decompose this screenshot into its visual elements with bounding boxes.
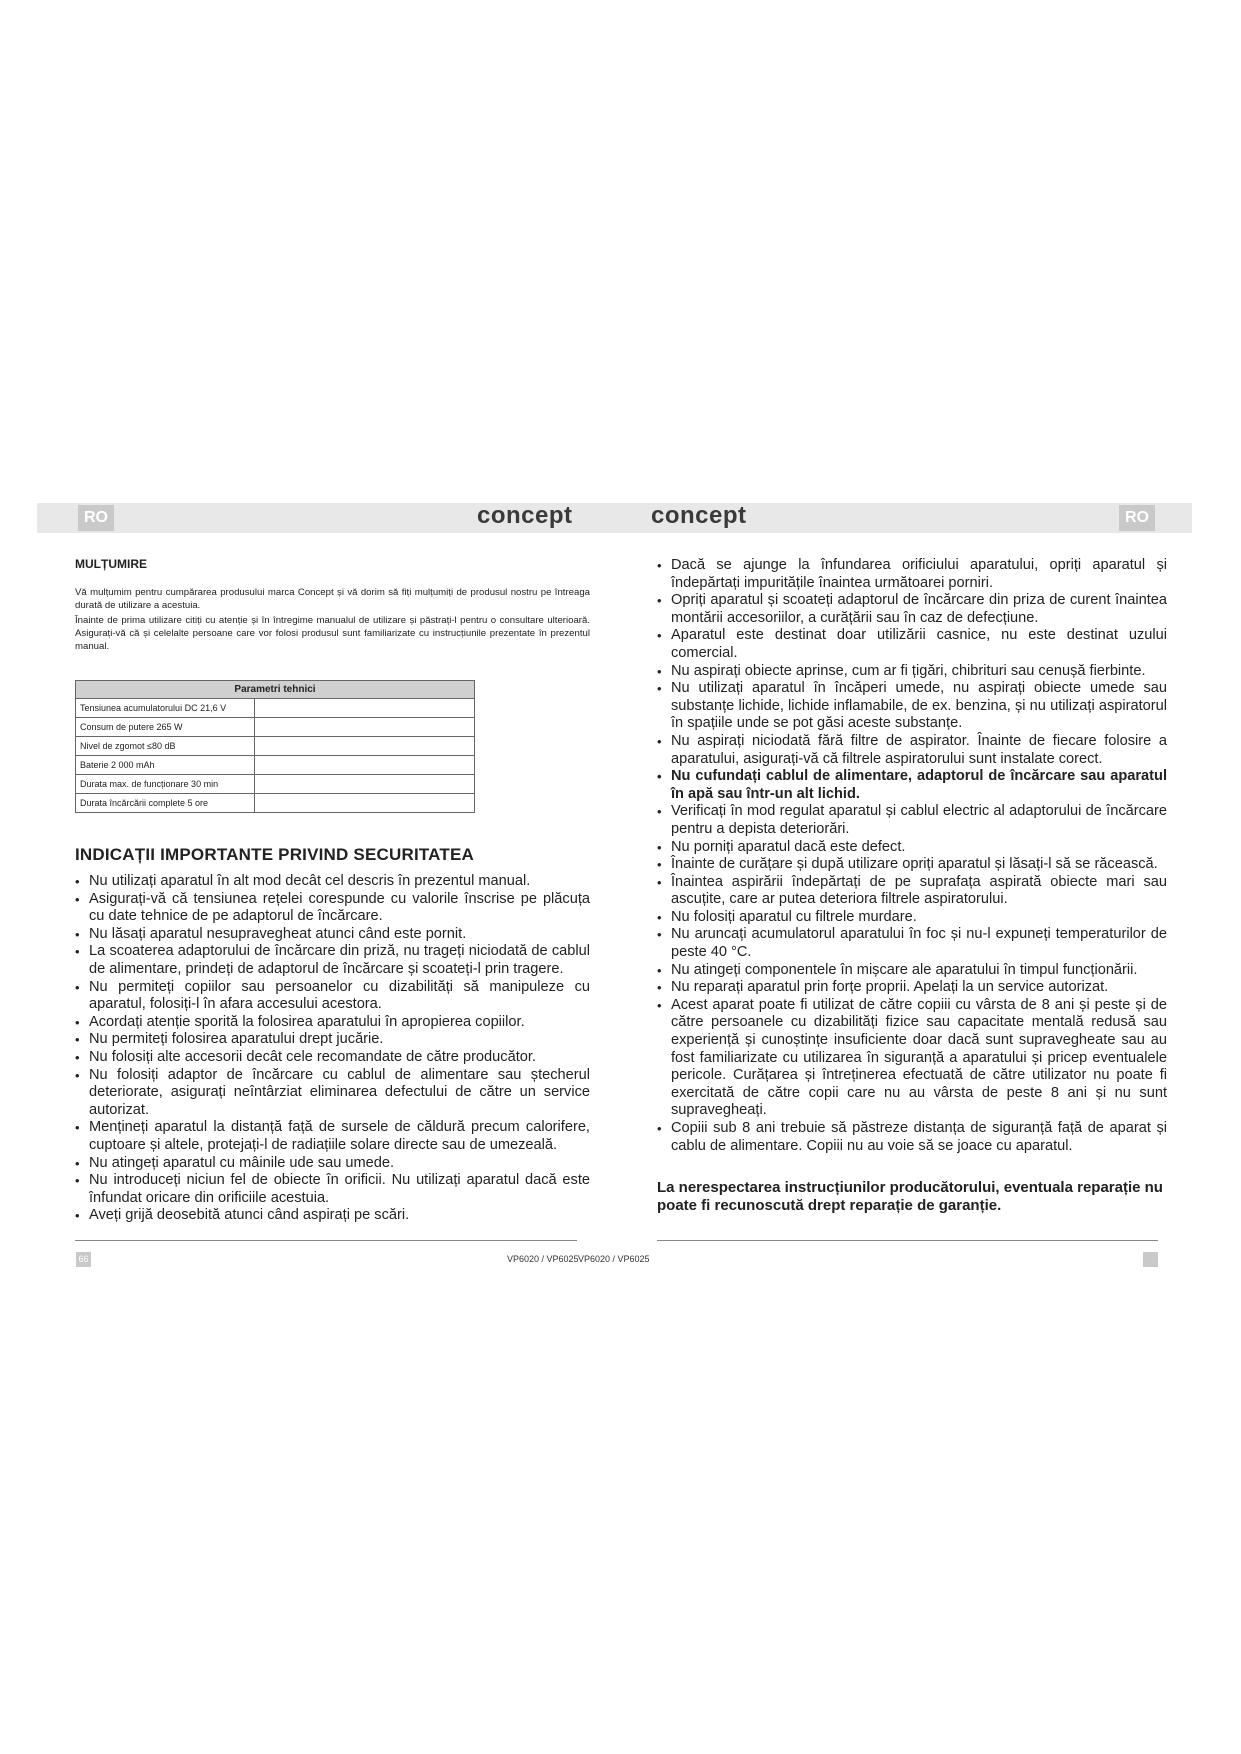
list-item: • Copiii sub 8 ani trebuie să păstreze distanța de siguranță față de aparat și cablu de alimentare. Copiii nu au voie să se joace cu aparatul. bbox=[657, 1120, 1167, 1155]
list-item: • Opriți aparatul și scoateți adaptorul de încărcare din priza de curent înaintea montării accesoriilor, a curățării sau în caz de defecțiune. bbox=[657, 592, 1167, 627]
table-cell: Durata încărcării complete 5 ore bbox=[76, 794, 255, 813]
list-item: • Înainte de curățare și după utilizare opriți aparatul și lăsați-l să se răcească. bbox=[657, 856, 1167, 874]
list-item: • Nu introduceți niciun fel de obiecte în orificii. Nu utilizați aparatul dacă este înfundat oricare din orificiile acestuia. bbox=[75, 1172, 590, 1207]
list-item: • Nu folosiți aparatul cu filtrele murdare. bbox=[657, 909, 1167, 927]
list-item: • Dacă se ajunge la înfundarea orificiului aparatului, opriți aparatul și îndepărtați impuritățile înaintea următoarei porniri. bbox=[657, 557, 1167, 592]
list-item: • Nu atingeți aparatul cu mâinile ude sau umede. bbox=[75, 1155, 590, 1173]
list-item: • Mențineți aparatul la distanță față de sursele de căldură precum calorifere, cuptoare și altele, protejați-l de radiațiile solare directe sau de umezeală. bbox=[75, 1119, 590, 1154]
list-item: • Verificați în mod regulat aparatul și cablul electric al adaptorului de încărcare pentru a depista deteriorări. bbox=[657, 803, 1167, 838]
language-badge-right: RO bbox=[1119, 505, 1155, 531]
list-item: • Nu lăsați aparatul nesupravegheat atunci când este pornit. bbox=[75, 926, 590, 944]
table-row bbox=[76, 775, 475, 794]
table-cell: Durata max. de funcționare 30 min bbox=[76, 775, 255, 794]
brand-logo-left: concept bbox=[477, 502, 573, 529]
table-cell: Consum de putere 265 W bbox=[76, 718, 255, 737]
list-item: • Nu permiteți copiilor sau persoanelor cu dizabilități să manipuleze cu aparatul, folosiți-l în afara accesului acestora. bbox=[75, 979, 590, 1014]
table-cell-empty bbox=[255, 737, 475, 756]
model-numbers-left: VP6020 / VP6025 bbox=[507, 1254, 579, 1264]
table-cell: Nivel de zgomot ≤80 dB bbox=[76, 737, 255, 756]
technical-parameters-table bbox=[75, 680, 475, 813]
page-number: 66 bbox=[76, 1252, 91, 1267]
list-item: • Nu atingeți componentele în mișcare ale aparatului în timpul funcționării. bbox=[657, 962, 1167, 980]
table-cell-empty bbox=[255, 699, 475, 718]
warranty-warning: La nerespectarea instrucțiunilor producătorului, eventuala reparație nu poate fi recunoscută drept reparație de garanție. bbox=[657, 1179, 1163, 1215]
list-item: • Nu porniți aparatul dacă este defect. bbox=[657, 839, 1167, 857]
list-item: • Acordați atenție sporită la folosirea aparatului în apropierea copiilor. bbox=[75, 1014, 590, 1032]
list-item: • Înaintea aspirării îndepărtați de pe suprafața aspirată obiecte mari sau ascuțite, care ar putea deteriora filtrele aspiratorului. bbox=[657, 874, 1167, 909]
table-row bbox=[76, 718, 475, 737]
list-item: • Nu aspirați niciodată fără filtre de aspirator. Înainte de fiecare folosire a aparatului, asigurați-vă că filtrele aspiratorului sunt instalate corect. bbox=[657, 733, 1167, 768]
table-cell: Tensiunea acumulatorului DC 21,6 V bbox=[76, 699, 255, 718]
page-number-box-right bbox=[1143, 1252, 1158, 1267]
table-row bbox=[76, 756, 475, 775]
safety-title: INDICAȚII IMPORTANTE PRIVIND SECURITATEA bbox=[75, 845, 474, 864]
safety-list-right bbox=[657, 557, 1167, 1155]
list-item: • Nu reparați aparatul prin forțe proprii. Apelați la un service autorizat. bbox=[657, 979, 1167, 997]
list-item-bold: • Nu cufundați cablul de alimentare, adaptorul de încărcare sau aparatul în apă sau într-un alt lichid. bbox=[657, 768, 1167, 803]
table-title: Parametri tehnici bbox=[76, 681, 475, 699]
list-item: • Nu utilizați aparatul în alt mod decât cel descris în prezentul manual. bbox=[75, 873, 590, 891]
table-row bbox=[76, 699, 475, 718]
footer-divider-right bbox=[657, 1240, 1158, 1241]
brand-logo-right: concept bbox=[651, 502, 747, 529]
thanks-title: MULȚUMIRE bbox=[75, 557, 147, 571]
table-cell-empty bbox=[255, 718, 475, 737]
table-cell-empty bbox=[255, 794, 475, 813]
right-column bbox=[657, 557, 1167, 1215]
thanks-paragraph: Vă mulțumim pentru cumpărarea produsului marca Concept și vă dorim să fiți mulțumiți de produsul nostru pe întreaga durată de utilizare a acestuia. bbox=[75, 587, 590, 611]
footer-divider-left bbox=[75, 1240, 577, 1241]
header-band bbox=[37, 503, 1192, 533]
list-item: • Asigurați-vă că tensiunea rețelei corespunde cu valorile înscrise pe plăcuța cu date tehnice de pe adaptorul de încărcare. bbox=[75, 891, 590, 926]
table-cell-empty bbox=[255, 756, 475, 775]
list-item: • Aveți grijă deosebită atunci când aspirați pe scări. bbox=[75, 1207, 590, 1225]
list-item: • Nu folosiți adaptor de încărcare cu cablul de alimentare sau ștecherul deteriorate, asigurați neîntârziat eliminarea defectului de către un service autorizat. bbox=[75, 1067, 590, 1120]
safety-list-left bbox=[75, 873, 590, 1225]
list-item: • Nu aruncați acumulatorul aparatului în foc și nu-l expuneți temperaturilor de peste 40 °C. bbox=[657, 926, 1167, 961]
list-item: • Nu utilizați aparatul în încăperi umede, nu aspirați obiecte umede sau substanțe lichide, lichide inflamabile, de ex. benzina, și nu utilizați aspiratorul în spațiile unde se pot găsi aceste substanțe. bbox=[657, 680, 1167, 733]
table-cell: Baterie 2 000 mAh bbox=[76, 756, 255, 775]
table-cell-empty bbox=[255, 775, 475, 794]
table-row bbox=[76, 794, 475, 813]
model-numbers-right: VP6020 / VP6025 bbox=[578, 1254, 650, 1264]
list-item: • La scoaterea adaptorului de încărcare din priză, nu trageți niciodată de cablul de alimentare, prindeți de adaptorul de încărcare și scoateți-l prin tragere. bbox=[75, 943, 590, 978]
list-item: • Nu folosiți alte accesorii decât cele recomandate de către producător. bbox=[75, 1049, 590, 1067]
thanks-paragraph: Înainte de prima utilizare citiți cu atenție și în întregime manualul de utilizare și păstrați-l pentru o consultare ulterioară. Asigurați-vă că și celelalte persoane care vor folosi produsul sunt familiarizate cu instrucțiunile prezentate în prezentul manual. bbox=[75, 615, 590, 652]
table-row bbox=[76, 737, 475, 756]
left-column bbox=[75, 557, 590, 1225]
list-item: • Acest aparat poate fi utilizat de către copiii cu vârsta de 8 ani și peste și de către persoanele cu dizabilități fizice sau capacitate mentală redusă sau experiență și cunoștințe insuficiente doar dacă sunt supravegheate sau au fost familiarizate cu utilizarea în siguranță a aparatului și pricep eventualele pericole. Curățarea și întreținerea efectuată de către utilizator nu poate fi exercitată de către copii care nu au vârsta de peste 8 ani și nu sunt supravegheați. bbox=[657, 997, 1167, 1120]
list-item: • Nu permiteți folosirea aparatului drept jucărie. bbox=[75, 1031, 590, 1049]
list-item: • Aparatul este destinat doar utilizării casnice, nu este destinat uzului comercial. bbox=[657, 627, 1167, 662]
language-badge-left: RO bbox=[78, 505, 114, 531]
list-item: • Nu aspirați obiecte aprinse, cum ar fi țigări, chibrituri sau cenușă fierbinte. bbox=[657, 663, 1167, 681]
